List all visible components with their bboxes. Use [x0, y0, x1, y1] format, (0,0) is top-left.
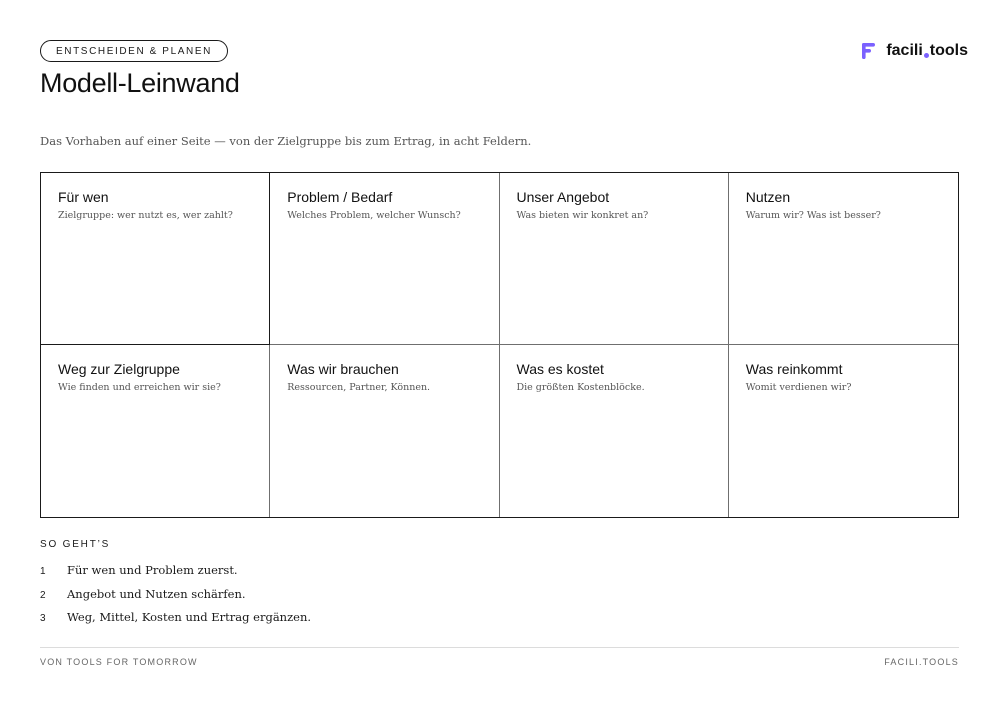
brand-wordmark-second: tools — [929, 42, 968, 59]
step-text: Angebot und Nutzen schärfen. — [67, 586, 246, 601]
step-text: Für wen und Problem zuerst. — [67, 563, 238, 577]
brand-logo[interactable] — [862, 42, 968, 60]
cell-hint: Warum wir? Was ist besser? — [745, 210, 881, 221]
canvas-cell-weg-zur-zielgruppe[interactable] — [41, 345, 270, 517]
footer-site-link[interactable]: FACILI.TOOLS — [884, 657, 959, 667]
cell-title: Problem / Bedarf — [287, 189, 393, 205]
cell-hint: Was bieten wir konkret an? — [516, 210, 649, 221]
cell-title: Für wen — [58, 189, 109, 205]
brand-dot-icon — [924, 53, 929, 58]
canvas-cell-problem-bedarf[interactable] — [270, 173, 499, 345]
category-badge — [40, 40, 228, 62]
brand-wordmark — [886, 42, 968, 60]
facili-f-icon — [862, 43, 876, 59]
category-badge-label: ENTSCHEIDEN & PLANEN — [56, 45, 212, 57]
cell-title: Nutzen — [745, 189, 791, 205]
cell-hint: Wie finden und erreichen wir sie? — [58, 382, 221, 393]
list-item — [40, 610, 311, 634]
howto-heading: SO GEHT’S — [40, 539, 111, 550]
cell-title: Was reinkommt — [745, 361, 843, 377]
footer-credit: VON TOOLS FOR TOMORROW — [40, 657, 198, 667]
canvas-cell-unser-angebot[interactable] — [500, 173, 729, 345]
canvas-cell-was-wir-brauchen[interactable] — [270, 345, 499, 517]
footer-divider — [40, 647, 959, 648]
howto-steps — [40, 563, 311, 634]
cell-hint: Womit verdienen wir? — [745, 382, 852, 393]
cell-hint: Ressourcen, Partner, Können. — [287, 382, 431, 393]
cell-hint: Zielgruppe: wer nutzt es, wer zahlt? — [58, 210, 233, 221]
canvas-cell-was-reinkommt[interactable] — [729, 345, 958, 517]
step-number: 3 — [40, 613, 46, 624]
cell-title: Unser Angebot — [516, 189, 610, 205]
step-number: 1 — [40, 566, 46, 577]
brand-wordmark-first: facili — [886, 42, 923, 59]
canvas-cell-was-es-kostet[interactable] — [500, 345, 729, 517]
model-canvas-grid — [40, 172, 959, 518]
page-title: Modell-Leinwand — [40, 68, 240, 98]
cell-hint: Welches Problem, welcher Wunsch? — [287, 210, 461, 221]
step-text: Weg, Mittel, Kosten und Ertrag ergänzen. — [67, 610, 312, 624]
canvas-cell-nutzen[interactable] — [729, 173, 958, 345]
cell-hint: Die größten Kostenblöcke. — [516, 382, 645, 393]
canvas-cell-fuer-wen[interactable] — [41, 173, 270, 345]
page-subtitle: Das Vorhaben auf einer Seite — von der Zielgruppe bis zum Ertrag, in acht Feldern. — [40, 134, 532, 148]
list-item — [40, 587, 311, 611]
cell-title: Weg zur Zielgruppe — [58, 361, 180, 377]
cell-title: Was es kostet — [516, 361, 604, 377]
step-number: 2 — [40, 589, 46, 601]
list-item — [40, 563, 311, 587]
cell-title: Was wir brauchen — [287, 361, 399, 377]
